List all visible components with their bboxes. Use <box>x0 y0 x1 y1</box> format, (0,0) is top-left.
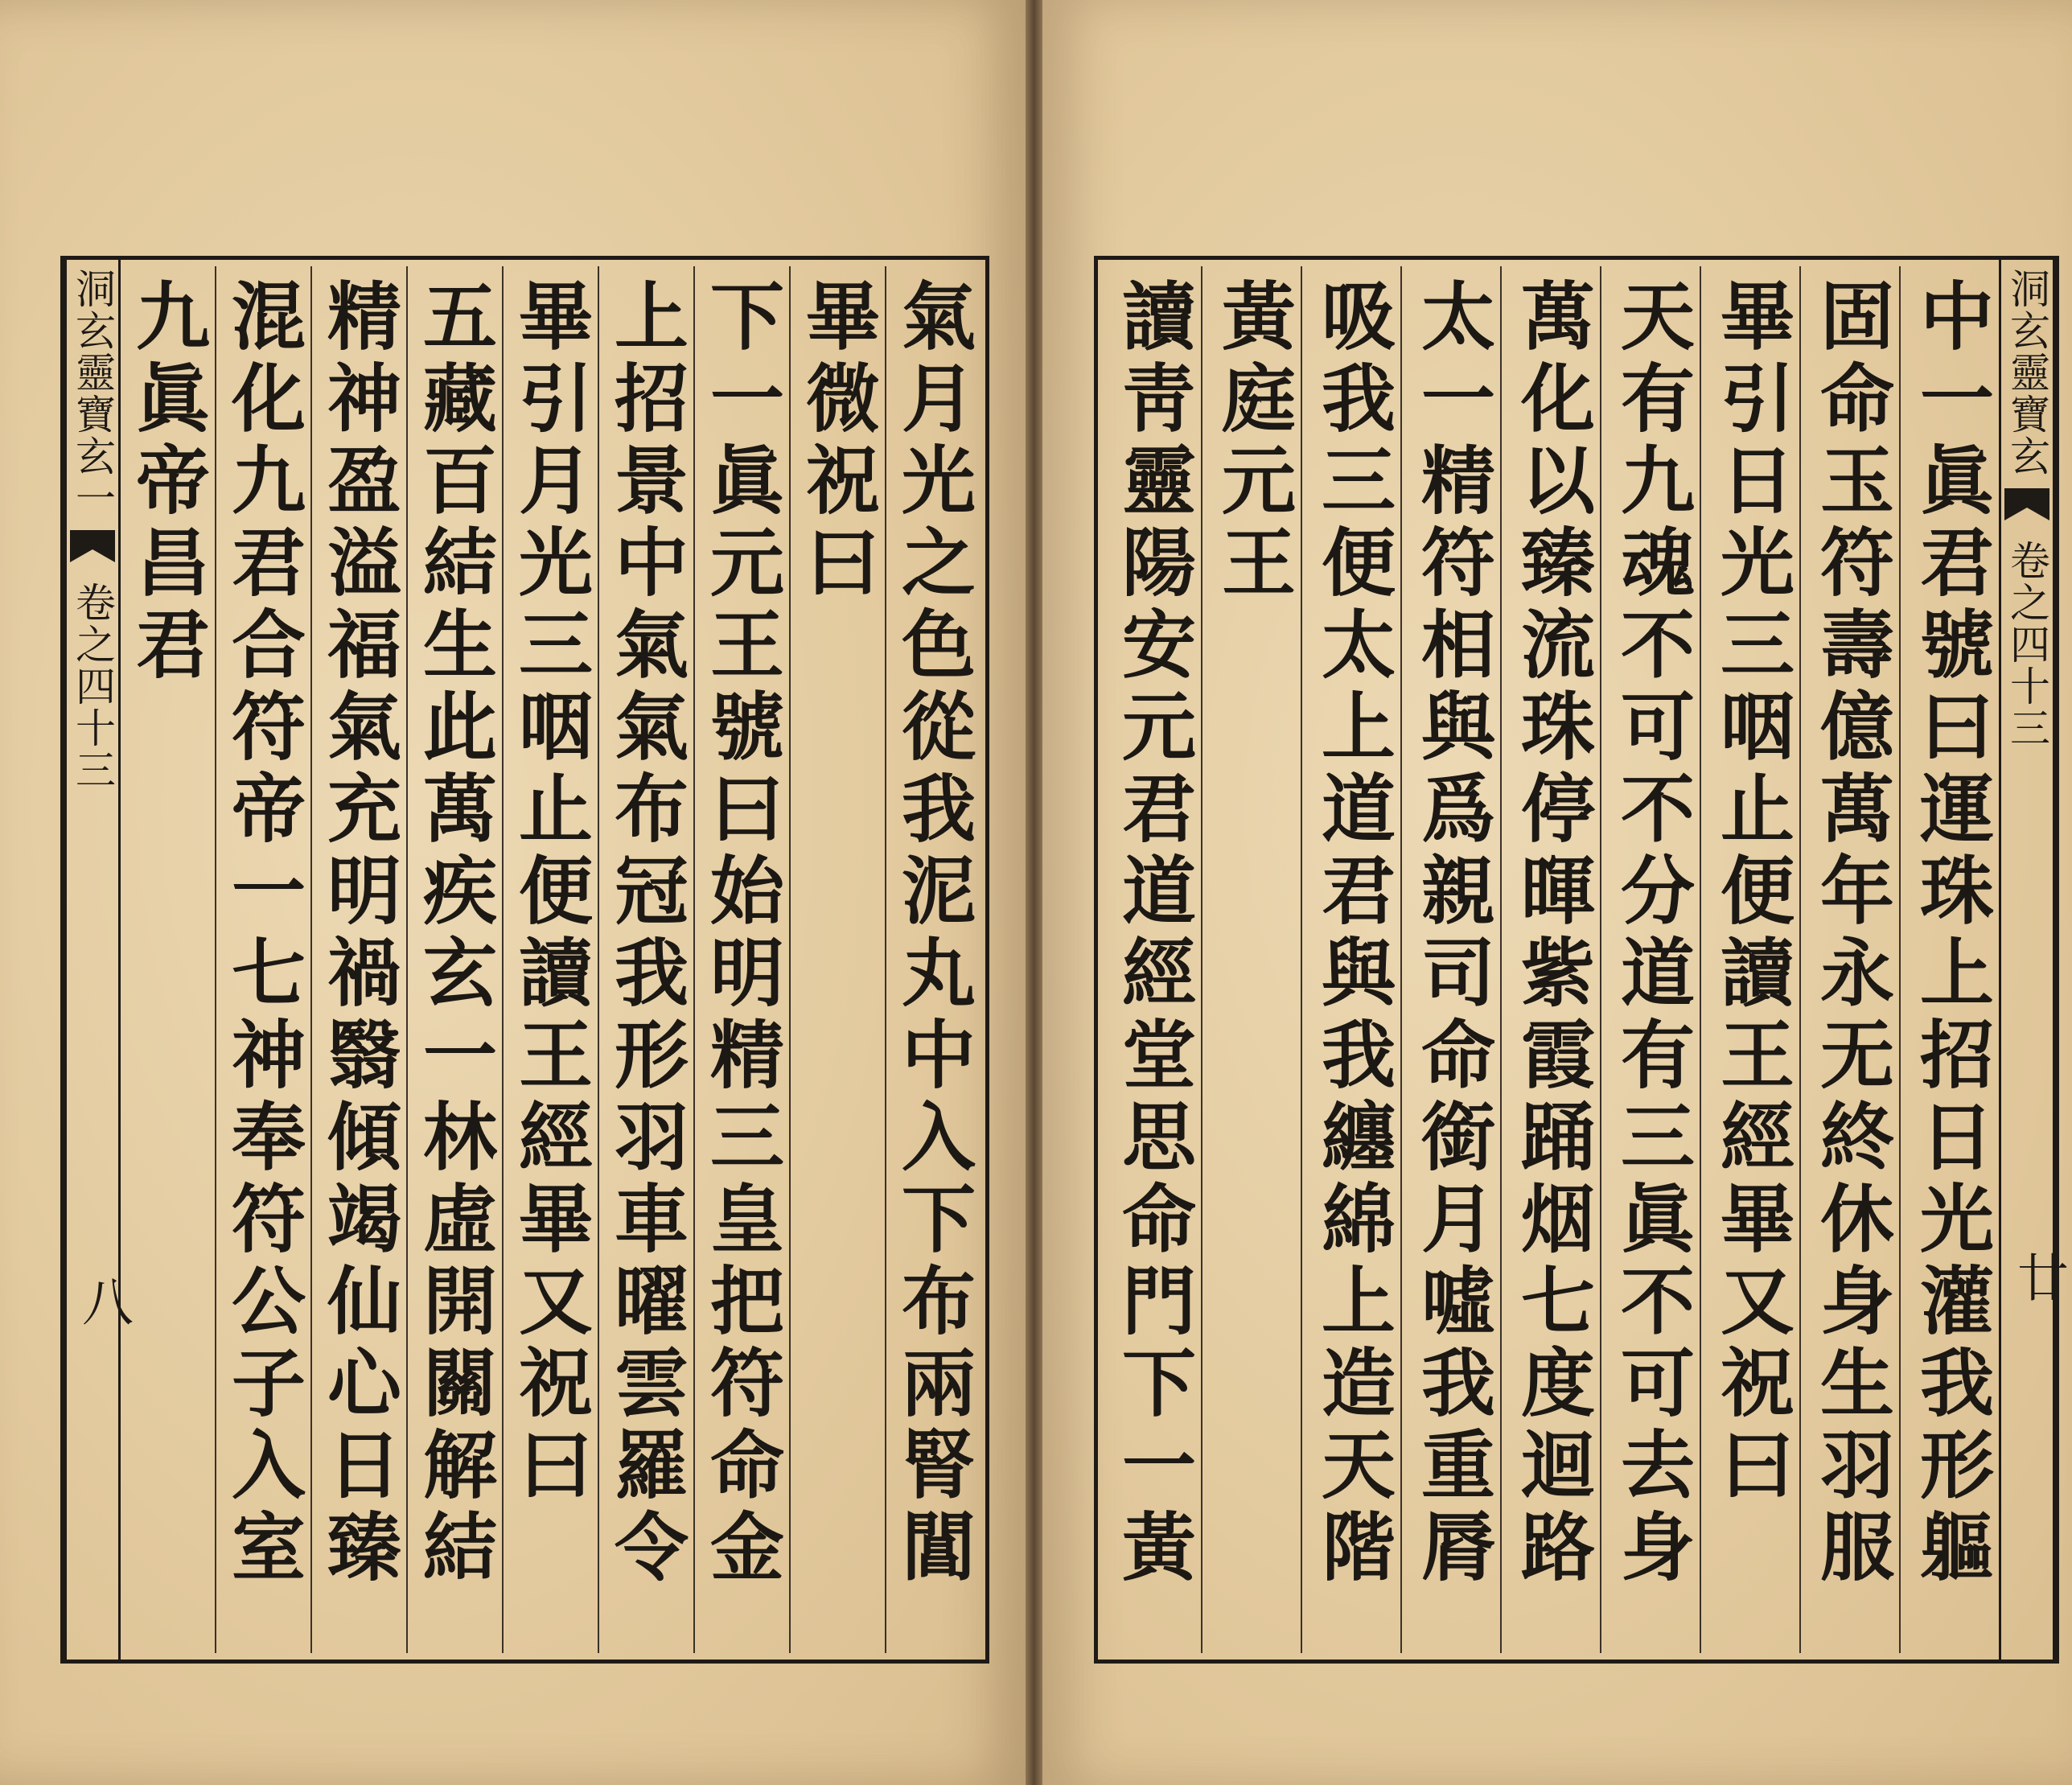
right-page <box>1042 0 2072 1785</box>
left-banxin <box>64 260 121 1660</box>
right-banxin-volume: 卷之四十三 <box>2004 540 2050 749</box>
text-column: 天有九魂不可不分道有三眞不可去身 <box>1600 266 1700 1653</box>
left-banxin-volume: 卷之四十三 <box>69 582 116 791</box>
book-gutter <box>1026 0 1042 1785</box>
text-column: 混化九君合符帝一七神奉符公子入室 <box>215 266 310 1653</box>
text-column: 固命玉符壽億萬年永无終休身生羽服 <box>1799 266 1899 1653</box>
fish-tail-ornament-icon <box>70 530 115 562</box>
right-text-columns <box>1103 266 1999 1653</box>
left-banxin-title: 洞玄靈寶玄一 <box>69 268 116 519</box>
right-page-frame <box>1094 256 2059 1664</box>
left-folio: 八 <box>73 1275 133 1326</box>
fish-tail-ornament-icon <box>2004 488 2049 520</box>
text-column: 精神盈溢福氣充明禍翳傾竭仙心日臻 <box>310 266 406 1653</box>
text-column: 畢引月光三咽止便讀王經畢又祝曰 <box>502 266 598 1653</box>
text-column: 下一眞元王號曰始明精三皇把符命金 <box>693 266 789 1653</box>
text-column: 太一精符相與爲親司命銜月噓我重脣 <box>1400 266 1500 1653</box>
text-column: 九眞帝昌君 <box>124 278 211 688</box>
text-column: 萬化以臻流珠停暉紫霞踊烟七度迴路 <box>1500 266 1600 1653</box>
right-folio: 廿 <box>2008 1251 2068 1302</box>
right-banxin <box>1999 260 2055 1660</box>
text-column: 上招景中氣氣布冠我形羽車曜雲羅令 <box>598 266 693 1653</box>
left-page <box>0 0 1026 1785</box>
text-column: 吸我三便太上道君與我纏綿上造天階 <box>1301 266 1400 1653</box>
text-column: 畢微祝曰 <box>789 266 885 1653</box>
left-text-columns <box>121 266 980 1653</box>
right-banxin-title: 洞玄靈寶玄 <box>2004 268 2050 477</box>
text-column: 五藏百結生此萬疾玄一林虛開關解結 <box>406 266 502 1653</box>
text-column: 中一眞君號曰運珠上招日光灌我形軀 <box>1899 266 1999 1653</box>
text-column: 讀靑靈陽安元君道經堂思命門下一黃 <box>1110 278 1197 1590</box>
left-page-frame <box>60 256 989 1664</box>
text-column: 氣月光之色從我泥丸中入下布兩腎閶 <box>885 266 980 1653</box>
text-column: 畢引日光三咽止便讀王經畢又祝曰 <box>1700 266 1799 1653</box>
text-column: 黃庭元王 <box>1201 266 1301 1653</box>
